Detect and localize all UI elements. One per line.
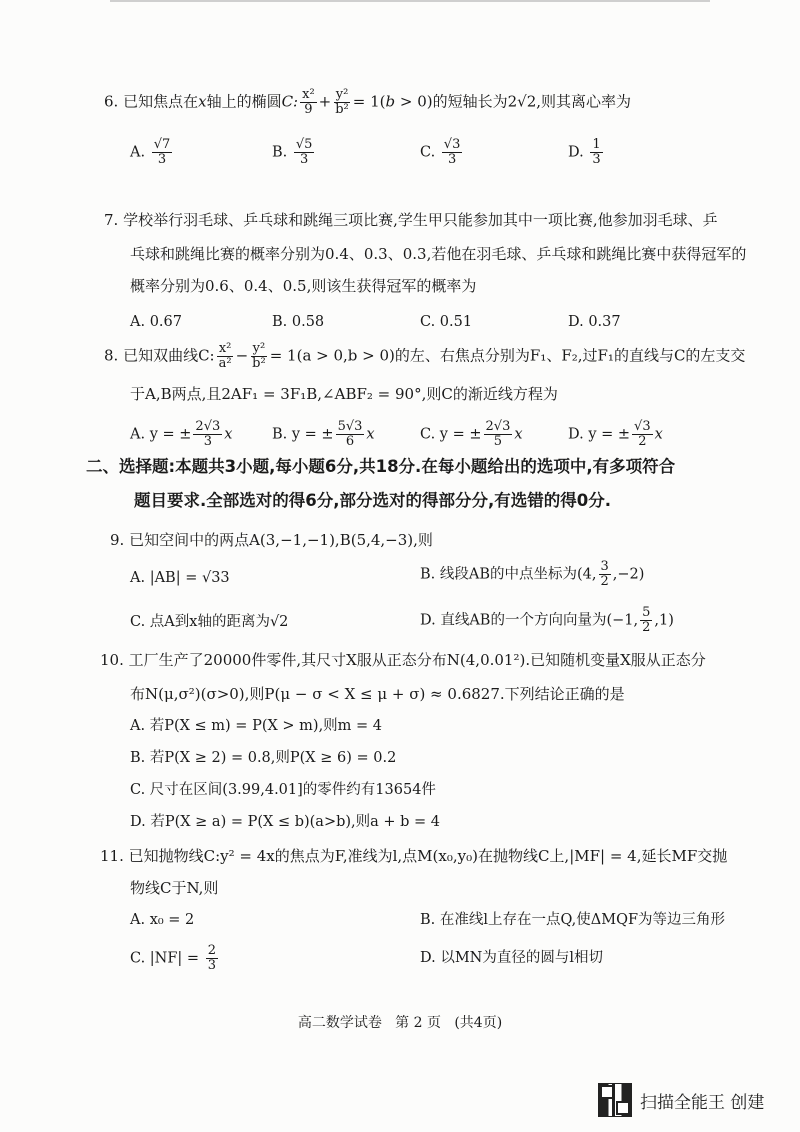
q8-line-1: 8. 已知双曲线C: $\frac{\text{x²}}{\text{a²}}$ − $\frac{\text{y²}}{\text{b²}}$ = 1(a > 0,b > 0)的左、右焦点分别为F₁、F₂,过F₁的直线与C的左支交	[104, 341, 746, 371]
q11-line-1: 11. 已知抛物线C:y² = 4x的焦点为F,准线为l,点M(x₀,y₀)在抛物线C上,|MF| = 4,延长MF交抛	[100, 847, 728, 865]
watermark-text: 扫描全能王 创建	[640, 1092, 765, 1113]
q7-option-a: A. 0.67	[130, 314, 182, 330]
q7-option-c: C. 0.51	[420, 314, 473, 330]
q8-option-a: A. y = ± $\frac{2√3}{3}$ x	[130, 419, 233, 449]
q6-var: x	[198, 92, 207, 111]
q6-text-3: > 0)的短轴长为2√2,则其离心率为	[395, 92, 632, 111]
q10-line-1: 10. 工厂生产了20000件零件,其尺寸X服从正态分布N(4,0.01²).已知随机变量X服从正态分	[100, 651, 706, 669]
q9-option-a: A. |AB| = √33	[130, 570, 230, 586]
q7-line-3: 概率分别为0.6、0.4、0.5,则该生获得冠军的概率为	[130, 277, 477, 295]
section-2-instructions: 题目要求.全部选对的得6分,部分选对的得部分分,有选错的得0分.	[134, 491, 612, 510]
q10-option-c: C. 尺寸在区间(3.99,4.01]的零件约有13654件	[130, 782, 436, 798]
scanner-watermark	[598, 1082, 764, 1118]
q6-option-b: B. $\frac{√5}{3}$	[272, 137, 313, 167]
q7-line-2: 乓球和跳绳比赛的概率分别为0.4、0.3、0.3,若他在羽毛球、乒乓球和跳绳比赛中获得冠军的	[130, 245, 747, 263]
q6-option-c: C. $\frac{√3}{3}$	[420, 137, 461, 167]
q6-eq: = 1(	[352, 92, 386, 111]
q6-b: b	[385, 92, 396, 111]
q8-frac-1: $\frac{\text{x²}}{\text{a²}}$	[218, 341, 232, 371]
q9-stem: 9. 已知空间中的两点A(3,−1,−1),B(5,4,−3),则	[110, 531, 433, 549]
q8-option-c: C. y = ± $\frac{2√3}{5}$ x	[420, 419, 523, 449]
q6-option-d: D. $\frac{1}{3}$	[568, 137, 601, 167]
q11-option-b: B. 在准线l上存在一点Q,使ΔMQF为等边三角形	[420, 912, 726, 928]
q6-option-a: A. $\frac{√7}{3}$	[130, 137, 171, 167]
qr-code-icon	[598, 1083, 632, 1117]
q6-text-2: 轴上的椭圆	[206, 92, 282, 111]
q7-option-d: D. 0.37	[568, 314, 621, 330]
q8-frac-2: $\frac{\text{y²}}{\text{b²}}$	[252, 341, 266, 371]
q8-line-2: 于A,B两点,且2AF₁ = 3F₁B,∠ABF₂ = 90°,则C的渐近线方程为	[130, 385, 558, 403]
q10-option-b: B. 若P(X ≥ 2) = 0.8,则P(X ≥ 6) = 0.2	[130, 750, 397, 766]
q6-frac-1: $\frac{\text{x²}}{9}$	[302, 87, 315, 117]
q11-line-2: 物线C于N,则	[130, 879, 219, 897]
section-2-heading: 二、选择题:本题共3小题,每小题6分,共18分.在每小题给出的选项中,有多项符合	[86, 457, 676, 476]
q7-option-b: B. 0.58	[272, 314, 325, 330]
q9-option-d: D. 直线AB的一个方向向量为(−1, $\frac{5}{2}$ ,1)	[420, 605, 674, 635]
q11-option-d: D. 以MN为直径的圆与l相切	[420, 950, 603, 966]
q6-frac-2: $\frac{\text{y²}}{\text{b²}}$	[335, 87, 349, 117]
q6-text-1: 6. 已知焦点在	[104, 92, 199, 111]
q8-option-d: D. y = ± $\frac{√3}{2}$ x	[568, 419, 663, 449]
q8-option-b: B. y = ± $\frac{5√3}{6}$ x	[272, 419, 375, 449]
top-edge-line	[110, 0, 710, 2]
q6-plus: +	[318, 92, 332, 111]
q10-line-2: 布N(μ,σ²)(σ>0),则P(μ − σ < X ≤ μ + σ) ≈ 0.6827.下列结论正确的是	[130, 685, 625, 703]
q10-option-d: D. 若P(X ≥ a) = P(X ≤ b)(a>b),则a + b = 4	[130, 814, 441, 830]
q11-option-a: A. x₀ = 2	[130, 912, 195, 928]
q6-curve: C:	[281, 92, 299, 111]
question-6-stem	[104, 88, 631, 117]
q9-option-b: B. 线段AB的中点坐标为(4, $\frac{3}{2}$ ,−2)	[420, 559, 645, 589]
q10-option-a: A. 若P(X ≤ m) = P(X > m),则m = 4	[130, 718, 383, 734]
q7-line-1: 7. 学校举行羽毛球、乒乓球和跳绳三项比赛,学生甲只能参加其中一项比赛,他参加羽毛球、乒	[104, 211, 718, 229]
q9-option-c: C. 点A到x轴的距离为√2	[130, 614, 289, 630]
q11-option-c: C. |NF| = $\frac{2}{3}$	[130, 943, 216, 973]
page-footer: 高二数学试卷 第 2 页 (共4页)	[297, 1015, 503, 1031]
